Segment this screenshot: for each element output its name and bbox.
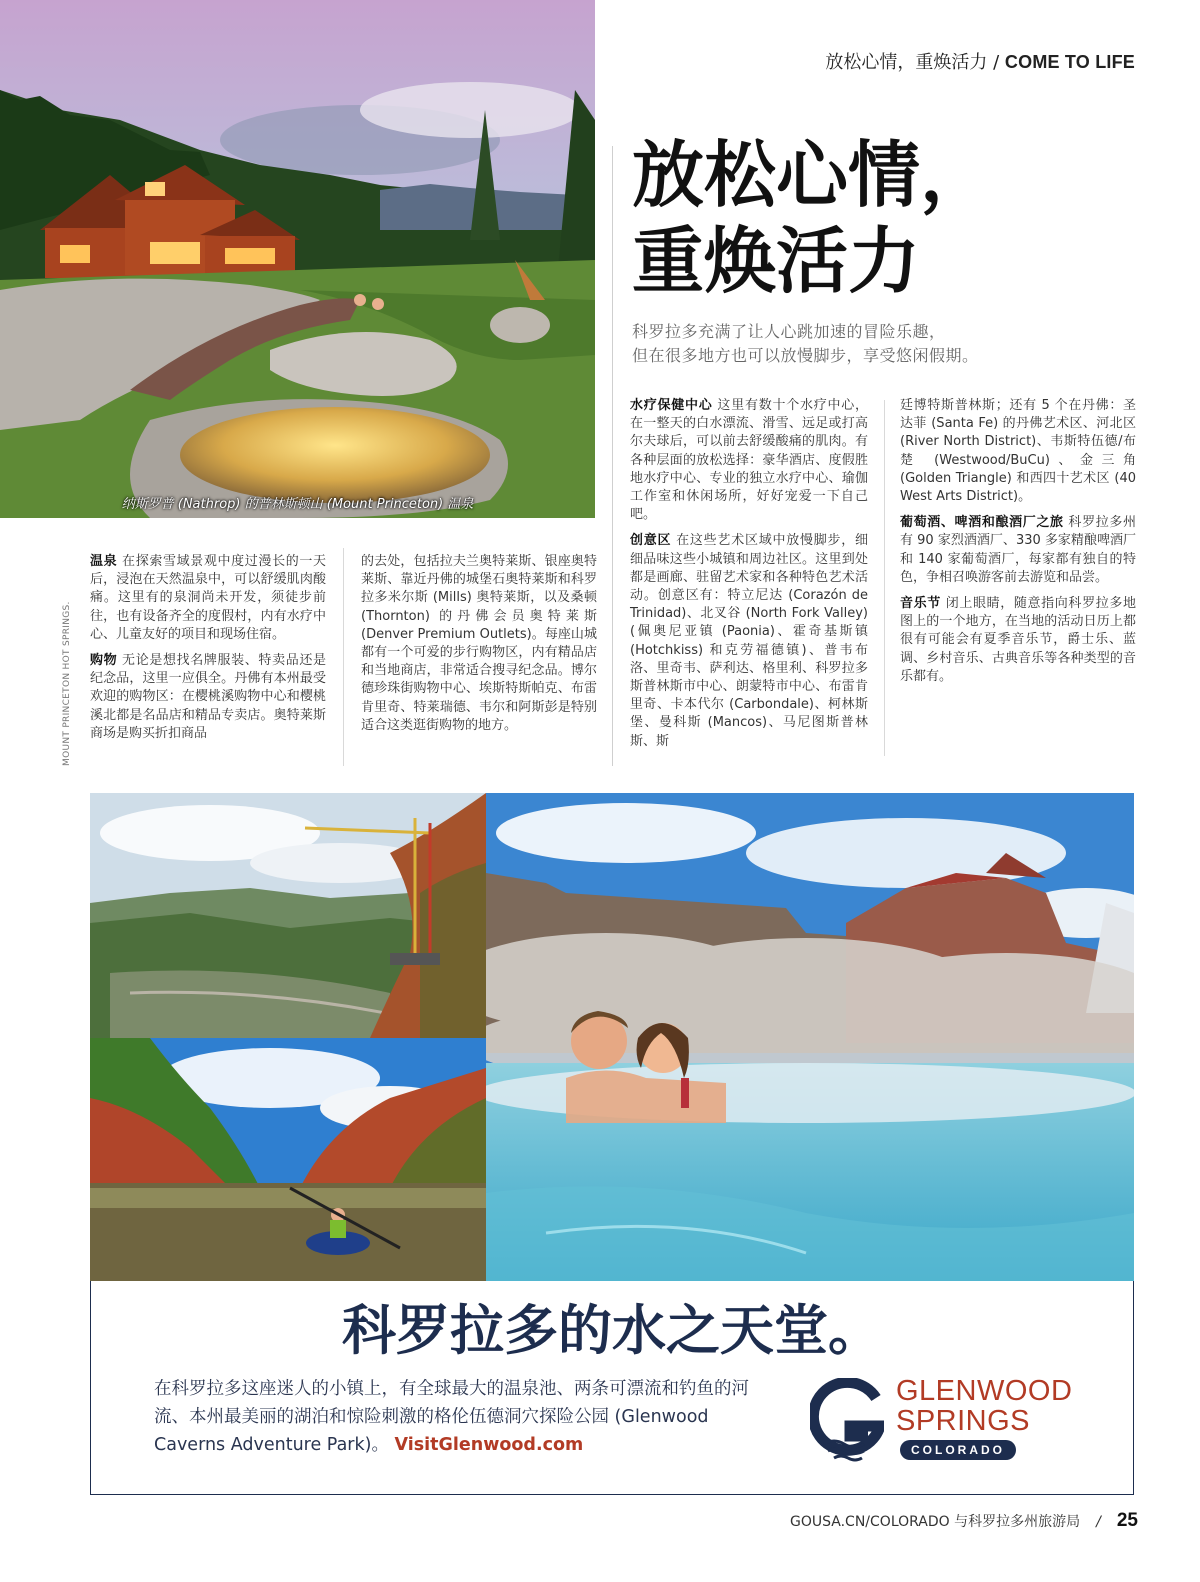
section-header-cn: 放松心情，重焕活力 /: [825, 52, 1005, 73]
hot-springs-body: 在探索雪域景观中度过漫长的一天后，浸泡在天然温泉中，可以舒缓肌肉酸痛。这里有的泉洞尚未开发，须徒步前往，也有设备齐全的度假村，内有水疗中心、儿童友好的项目和现场住宿。: [90, 554, 326, 642]
ad-photo-canyon-overlook: [90, 793, 486, 1038]
ad-photo-kayak: [90, 1038, 486, 1281]
creative-body-part2: 廷博特斯普林斯；还有 5 个在丹佛：圣达菲 (Santa Fe) 的丹佛艺术区、河北区 (River North District)、韦斯特伍德/布楚 (Westwood/BuCu)、金三角 (Golden Triangle) 和西四十艺术区 (40 West Arts District)。: [900, 398, 1136, 505]
hot-springs-paragraph: [90, 553, 326, 644]
body-column-2: [361, 553, 597, 743]
page-number: 25: [1116, 1510, 1138, 1531]
body-column-1: [90, 553, 326, 751]
creative-heading: 创意区: [630, 533, 672, 549]
body-column-4: [900, 397, 1136, 694]
logo-wordmark: [896, 1376, 1072, 1436]
hero-caption: 纳斯罗普 (Nathrop) 的普林斯顿山 (Mount Princeton) 温泉: [121, 497, 474, 512]
footer-separator: /: [1096, 1514, 1101, 1530]
shopping-paragraph: [90, 652, 326, 743]
music-heading: 音乐节: [900, 596, 941, 612]
intro-text: [632, 320, 1102, 368]
ad-body-text: [154, 1375, 774, 1459]
wine-body: 科罗拉多州有 90 家烈酒酒厂、330 多家精酿啤酒厂和 140 家葡萄酒厂，每家都有独自的特色，争相召唤游客前去游览和品尝。: [900, 515, 1136, 585]
kayak-illustration: [90, 1038, 486, 1281]
ad-body-copy: 在科罗拉多这座迷人的小镇上，有全球最大的温泉池、两条可漂流和钓鱼的河流、本州最美丽的湖泊和惊险刺激的格伦伍德洞穴探险公园 (Glenwood Caverns Adventure Park)。: [154, 1379, 749, 1455]
section-header-en: COME TO LIFE: [1004, 52, 1135, 72]
body-column-3: [630, 397, 868, 759]
creative-body-part1: 在这些艺术区域中放慢脚步，细细品味这些小城镇和周边社区。这里到处都是画廊、驻留艺术家和各种特色艺术活动。创意区有：特立尼达 (Corazón de Trinidad)、北叉谷 (North Fork Valley) (佩奥尼亚镇 (Paonia)、霍奇基斯镇 (Hotchkiss) 和克劳福德镇)、普韦布洛、里奇韦、萨利达、格里利、科罗拉多斯普林斯市中心、朗蒙特市中心、布雷肯里奇、卡本代尔 (Carbondale)、柯林斯堡、曼科斯 (Mancos)、马尼图斯普林斯、斯: [630, 533, 868, 749]
intro-line2: 但在很多地方也可以放慢脚步，享受悠闲假期。: [632, 346, 979, 365]
logo-state-badge: COLORADO: [900, 1440, 1016, 1460]
hero-photo: [0, 0, 595, 518]
logo-line1: GLENWOOD: [896, 1375, 1073, 1407]
title-divider: [612, 146, 613, 766]
photo-credit: [62, 601, 76, 766]
shopping-body-part1: 无论是想找名牌服装、特卖品还是纪念品，这里一应俱全。丹佛有本州最受欢迎的购物区：在樱桃溪购物中心和樱桃溪北都是名品店和精品专卖店。奥特莱斯商场是购买折扣商品: [90, 653, 326, 741]
wine-paragraph: [900, 514, 1136, 587]
shopping-body-part2: 的去处，包括拉夫兰奥特莱斯、银座奥特莱斯、靠近丹佛的城堡石奥特莱斯和科罗拉多米尔斯 (Mills) 奥特莱斯，以及桑顿 (Thornton) 的丹佛会员奥特莱斯 (Denver Premium Outlets)。每座山城都有一个可爱的步行购物区，内有精品店和当地商店，非常适合搜寻纪念品。博尔德珍珠街购物中心、埃斯特斯帕克、布雷肯里奇、特莱瑞德、韦尔和阿斯彭是特别适合这类逛街购物的地方。: [361, 554, 597, 733]
spa-body: 这里有数十个水疗中心，在一整天的白水漂流、滑雪、远足或打高尔夫球后，可以前去舒缓酸痛的肌肉。有各种层面的放松选择：豪华酒店、度假胜地水疗中心、专业的独立水疗中心、瑜伽工作室和休闲场所，好好宠爱一下自己吧。: [630, 398, 868, 523]
intro-line1: 科罗拉多充满了让人心跳加速的冒险乐趣，: [632, 322, 946, 341]
logo-line2: SPRINGS: [896, 1405, 1031, 1437]
page-footer: [640, 1510, 1138, 1532]
hot-springs-pool-illustration: [486, 793, 1134, 1281]
spa-paragraph: [630, 397, 868, 524]
ad-headline: 科罗拉多的水之天堂。: [342, 1299, 882, 1362]
wine-heading: 葡萄酒、啤酒和酿酒厂之旅: [900, 515, 1064, 531]
column-divider: [884, 400, 885, 756]
glenwood-springs-logo[interactable]: [810, 1375, 1080, 1462]
shopping-heading: 购物: [90, 653, 118, 669]
music-paragraph: [900, 595, 1136, 686]
column-divider: [343, 548, 344, 766]
glenwood-g-icon: [810, 1378, 884, 1462]
creative-paragraph: [630, 532, 868, 750]
footer-source: GOUSA.CN/COLORADO 与科罗拉多州旅游局: [790, 1514, 1081, 1530]
spa-heading: 水疗保健中心: [630, 398, 713, 413]
music-body: 闭上眼睛，随意指向科罗拉多地图上的一个地方，在当地的活动日历上都很有可能会有夏季音乐节，爵士乐、蓝调、乡村音乐、古典音乐等各种类型的音乐都有。: [900, 596, 1136, 684]
hot-springs-heading: 温泉: [90, 554, 118, 569]
canyon-overlook-illustration: [90, 793, 486, 1038]
ad-photo-hot-springs-pool: [486, 793, 1134, 1281]
visit-glenwood-link[interactable]: VisitGlenwood.com: [394, 1435, 584, 1455]
page-title-line2: 重焕活力: [632, 219, 921, 303]
shopping-paragraph-continued: [361, 553, 597, 735]
page-title-line1: 放松心情，: [632, 133, 993, 217]
page-title: [632, 132, 1102, 304]
creative-paragraph-continued: [900, 397, 1136, 506]
photo-credit-text: MOUNT PRINCETON HOT SPRINGS.: [62, 601, 72, 766]
section-header: [640, 48, 1135, 74]
hero-illustration: [0, 0, 595, 518]
